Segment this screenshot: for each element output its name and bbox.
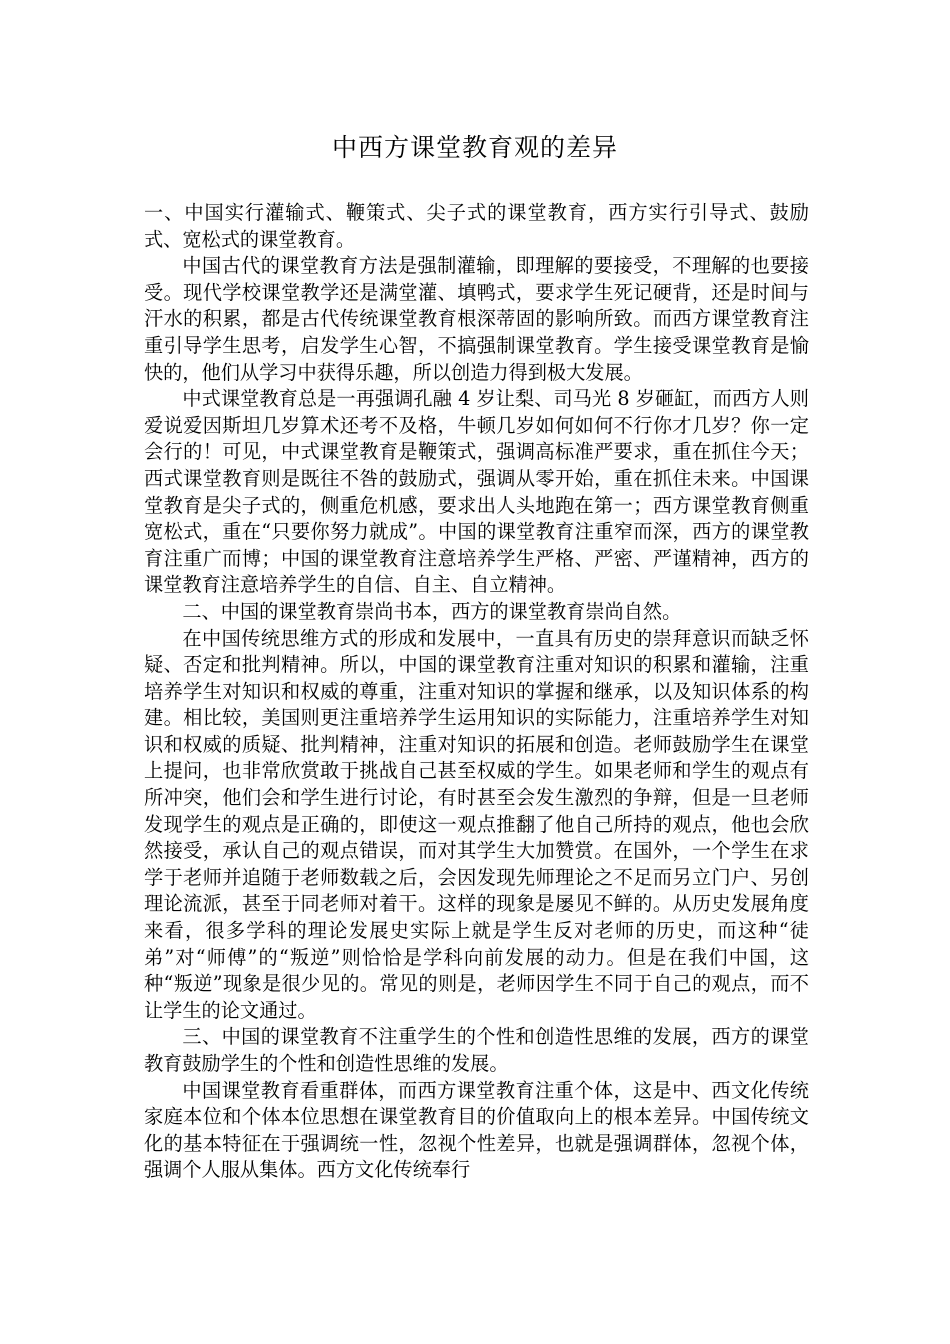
section-heading: 二、中国的课堂教育崇尚书本，西方的课堂教育崇尚自然。 xyxy=(182,599,682,623)
paragraph: 中式课堂教育总是一再强调孔融 4 岁让梨、司马光 8 岁砸缸，而西方人则爱说爱因斯坦几岁算术还考不及格，牛顿几岁如何如何不行你才几岁？你一定会行的！可见，中式课堂教育是鞭策式，强调高标准严要求，重在抓住今天；西式课堂教育则是既往不咎的鼓励式，强调从零开始，重在抓住未来。中国课堂教育是尖子式的，侧重危机感，要求出人头地跑在第一；西方课堂教育侧重宽松式，重在“只要你努力就成”。中国的课堂教育注重窄而深，西方的课堂教育注重广而博；中国的课堂教育注意培养学生严格、严密、严谨精神，西方的课堂教育注意培养学生的自信、自主、自立精神。 xyxy=(144,387,809,597)
paragraph: 一、中国实行灌输式、鞭策式、尖子式的课堂教育，西方实行引导式、鼓励式、宽松式的课堂教育。 xyxy=(144,201,809,251)
section-heading: 三、中国的课堂教育不注重学生的个性和创造性思维的发展，西方的课堂教育鼓励学生的个性和创造性思维的发展。 xyxy=(144,1025,809,1075)
paragraph: 在中国传统思维方式的形成和发展中，一直具有历史的崇拜意识而缺乏怀疑、否定和批判精神。所以，中国的课堂教育注重对知识的积累和灌输，注重培养学生对知识和权威的尊重，注重对知识的掌握和继承，以及知识体系的构建。相比较，美国则更注重培养学生运用知识的实际能力，注重培养学生对知识和权威的质疑、批判精神，注重对知识的拓展和创造。老师鼓励学生在课堂上提问，也非常欣赏敢于挑战自己甚至权威的学生。如果老师和学生的观点有所冲突，他们会和学生进行讨论，有时甚至会发生激烈的争辩，但是一旦老师发现学生的观点是正确的，即使这一观点推翻了他自己所持的观点，他也会欣然接受，承认自己的观点错误，而对其学生大加赞赏。在国外，一个学生在求学于老师并追随于老师数载之后，会因发现先师理论之不足而另立门户、另创理论流派，甚至于同老师对着干。这样的现象是屡见不鲜的。从历史发展角度来看，很多学科的理论发展史实际上就是学生反对老师的历史，而这种“徒弟”对“师傅”的“叛逆”则恰恰是学科向前发展的动力。但是在我们中国，这种“叛逆”现象是很少见的。常见的则是，老师因学生不同于自己的观点，而不让学生的论文通过。 xyxy=(144,626,809,1022)
paragraph: 中国课堂教育看重群体，而西方课堂教育注重个体，这是中、西文化传统家庭本位和个体本位思想在课堂教育目的价值取向上的根本差异。中国传统文化的基本特征在于强调统一性，忽视个性差异，也就是强调群体，忽视个体，强调个人服从集体。西方文化传统奉行 xyxy=(144,1078,809,1182)
paragraph: 中国古代的课堂教育方法是强制灌输，即理解的要接受，不理解的也要接受。现代学校课堂教学还是满堂灌、填鸭式，要求学生死记硬背，还是时间与汗水的积累，都是古代传统课堂教育根深蒂固的影响所致。而西方课堂教育注重引导学生思考，启发学生心智，不搞强制课堂教育。学生接受课堂教育是愉快的，他们从学习中获得乐趣，所以创造力得到极大发展。 xyxy=(144,254,809,384)
document-title: 中西方课堂教育观的差异 xyxy=(331,133,618,162)
document-body xyxy=(144,200,809,1184)
